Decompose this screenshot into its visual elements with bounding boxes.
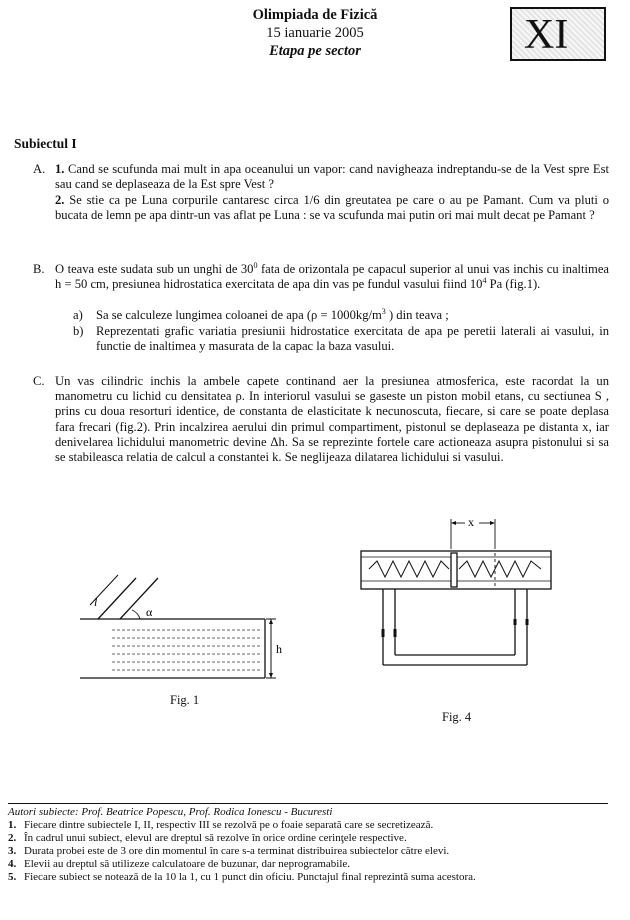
item-b-text: Reprezentati grafic variatia presiunii hidrostatice exercitata de apa pe peretii laterali ai vasului, in functie de inaltimea y masurata de la capac la baza vasului. xyxy=(96,324,609,354)
rule-number: 4. xyxy=(8,858,17,870)
rule-number: 1. xyxy=(8,819,17,831)
item-b-label: b) xyxy=(73,324,84,338)
rule-number: 2. xyxy=(8,832,17,844)
olympiad-date: 15 ianuarie 2005 xyxy=(266,25,364,41)
intro-part: fata de orizontala pe capacul superior al unui vas inchis cu inaltimea h = 50 cm, presiunea hidrostatica exercitata de apa din vas pe fundul vasului fiind 10 xyxy=(55,262,610,292)
question-number: 1. xyxy=(55,162,65,176)
section-b-label: B. xyxy=(33,262,45,276)
tube-left-wall xyxy=(98,578,136,619)
section-c-text: Un vas cilindric inchis la ambele capete continand aer la presiunea atmosferica, este racordat la un manometru cu lichid cu densitatea ρ. In interiorul vasului se gaseste un piston mobil etans, cu sectiunea S , prins cu doua resorturi identice, de constanta de elasticitate k necunoscuta, fiecare, si care se poate deplasa fara frecari (fig.2). Prin incalzirea aerului din primul compartiment, pistonul se deplaseaza pe distanta x, iar denivelarea lichidului manometric devine Δh. Sa se reprezinte fortele care actioneaza asupra pistonului si sa se stabileasca relatia de calcul a constantei k. Se neglijeaza dilatarea lichidului si vasului. xyxy=(55,374,609,465)
olympiad-stage: Etapa pe sector xyxy=(269,43,361,59)
rule-text: Durata probei este de 3 ore din momentul în care s-a terminat distribuirea subiectelor către elevi. xyxy=(24,845,450,857)
rules-list xyxy=(8,819,476,884)
authors-line: Autori subiecte: Prof. Beatrice Popescu, Prof. Rodica Ionescu - Bucuresti xyxy=(8,806,333,818)
question-number: 2. xyxy=(55,193,65,207)
item-text: Sa se calculeze lungimea coloanei de apa (ρ = 1000kg/m xyxy=(96,308,382,322)
rule-number: 3. xyxy=(8,845,17,857)
label-x: x xyxy=(468,515,474,529)
item-text: ) din teava ; xyxy=(385,308,449,322)
figure-4-diagram xyxy=(355,515,560,695)
footer-divider xyxy=(8,803,608,804)
section-c-label: C. xyxy=(33,374,45,388)
item-a-text xyxy=(96,308,609,323)
rule-text: Fiecare subiect se notează de la 10 la 1, cu 1 punct din oficiu. Punctajul final reprezintă suma acestora. xyxy=(24,871,476,883)
intro-part: O teava este sudata sub un unghi de 30 xyxy=(55,262,254,276)
question-text: Cand se scufunda mai mult in apa oceanului un vapor: cand navigheaza indreptandu-se de la Vest spre Est sau cand se deplaseaza de la Est spre Vest ? xyxy=(55,162,609,192)
power-superscript: 4 xyxy=(482,276,487,286)
grade-label: XI xyxy=(524,12,569,58)
rule-text: Elevii au dreptul să utilizeze calculatoare de buzunar, dar neprogramabile. xyxy=(24,858,351,870)
item-a-label: a) xyxy=(73,308,83,322)
rule-item xyxy=(8,819,476,832)
label-alpha: α xyxy=(146,605,153,619)
label-h: h xyxy=(276,642,282,656)
rule-item xyxy=(8,845,476,858)
section-a-label: A. xyxy=(33,162,46,176)
rule-number: 5. xyxy=(8,871,17,883)
rule-text: În cadrul unui subiect, elevul are dreptul să rezolve în orice ordine cerinţele respective. xyxy=(24,832,407,844)
footer xyxy=(8,806,476,884)
cubic-superscript: 3 xyxy=(381,306,386,316)
section-a-question-2 xyxy=(55,193,609,223)
degree-superscript: 0 xyxy=(253,260,258,270)
section-a-question-1 xyxy=(55,162,609,192)
section-b-intro xyxy=(55,262,609,292)
rule-item xyxy=(8,871,476,884)
rule-item xyxy=(8,832,476,845)
rule-text: Fiecare dintre subiectele I, II, respectiv III se rezolvă pe o foaie separată care se secretizează. xyxy=(24,819,434,831)
figure-4-caption: Fig. 4 xyxy=(442,710,472,724)
intro-part: Pa (fig.1). xyxy=(486,277,541,292)
olympiad-title: Olimpiada de Fizică xyxy=(252,7,378,23)
question-text: Se stie ca pe Luna corpurile cantaresc circa 1/6 din greutatea pe care o au pe Pamant. Cum va pluti o bucata de lemn pe apa dintr-un vas aflat pe Luna : se va scufunda mai putin ori mai mult decat pe Pamant ? xyxy=(55,193,609,223)
label-l: l xyxy=(94,595,98,609)
figure-1-diagram xyxy=(80,570,295,690)
figure-1-caption: Fig. 1 xyxy=(170,693,200,707)
rule-item xyxy=(8,858,476,871)
subject-title: Subiectul I xyxy=(14,136,77,151)
grade-box xyxy=(510,7,606,61)
tube-right-wall xyxy=(120,578,158,619)
